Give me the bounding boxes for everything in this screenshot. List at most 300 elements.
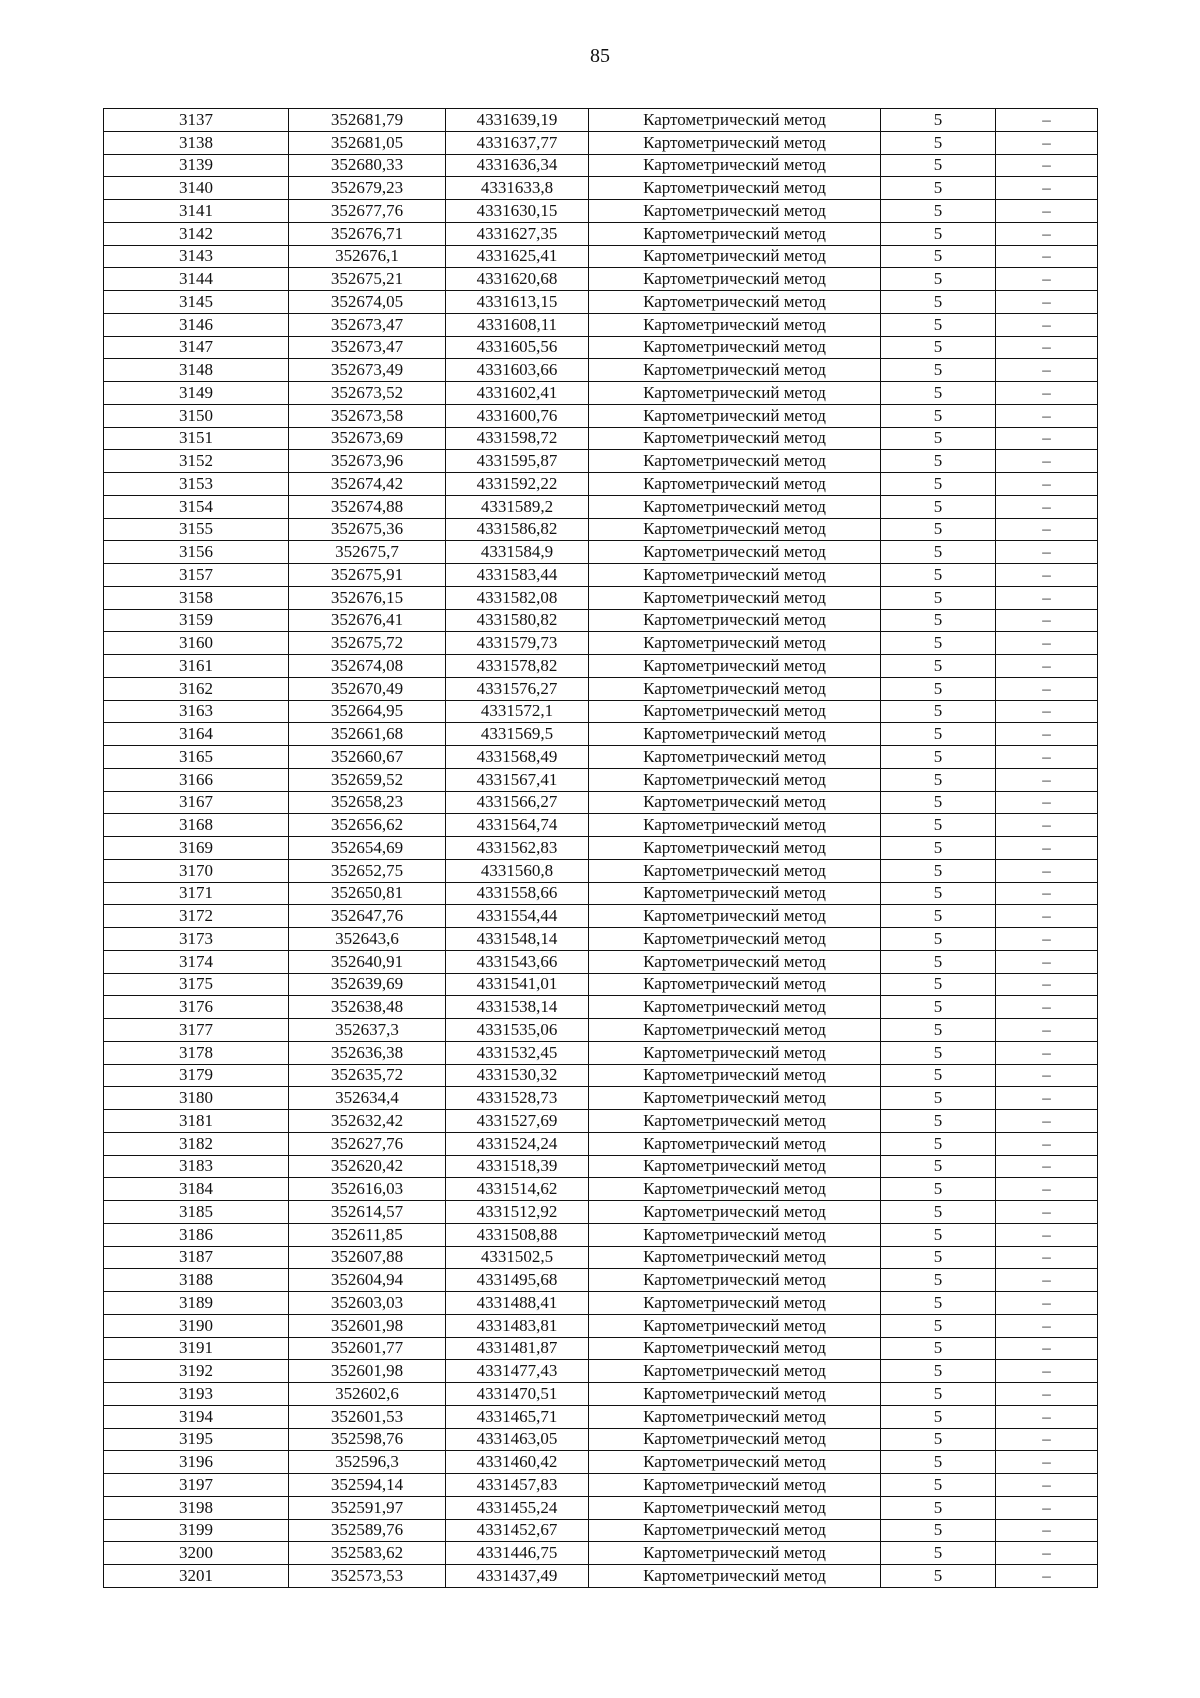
cell-method: Картометрический метод xyxy=(589,177,881,200)
cell-point-number: 3186 xyxy=(104,1223,289,1246)
cell-accuracy: 5 xyxy=(881,177,996,200)
cell-point-number: 3183 xyxy=(104,1155,289,1178)
table-row xyxy=(104,359,1098,382)
table-row xyxy=(104,245,1098,268)
table-row xyxy=(104,541,1098,564)
coordinates-table xyxy=(103,108,1098,1588)
cell-x-coordinate: 352640,91 xyxy=(289,950,446,973)
cell-y-coordinate: 4331584,9 xyxy=(446,541,589,564)
cell-accuracy: 5 xyxy=(881,1428,996,1451)
table-row xyxy=(104,564,1098,587)
cell-point-number: 3144 xyxy=(104,268,289,291)
cell-point-number: 3145 xyxy=(104,291,289,314)
table-row xyxy=(104,518,1098,541)
cell-y-coordinate: 4331567,41 xyxy=(446,768,589,791)
cell-point-number: 3187 xyxy=(104,1246,289,1269)
cell-accuracy: 5 xyxy=(881,700,996,723)
cell-note: – xyxy=(996,131,1098,154)
cell-method: Картометрический метод xyxy=(589,1496,881,1519)
cell-accuracy: 5 xyxy=(881,109,996,132)
cell-point-number: 3142 xyxy=(104,222,289,245)
table-row xyxy=(104,768,1098,791)
cell-note: – xyxy=(996,1428,1098,1451)
table-row xyxy=(104,450,1098,473)
cell-y-coordinate: 4331460,42 xyxy=(446,1451,589,1474)
cell-x-coordinate: 352603,03 xyxy=(289,1292,446,1315)
cell-y-coordinate: 4331605,56 xyxy=(446,336,589,359)
cell-method: Картометрический метод xyxy=(589,928,881,951)
table-row xyxy=(104,905,1098,928)
cell-method: Картометрический метод xyxy=(589,791,881,814)
cell-x-coordinate: 352573,53 xyxy=(289,1565,446,1588)
cell-accuracy: 5 xyxy=(881,291,996,314)
cell-y-coordinate: 4331568,49 xyxy=(446,746,589,769)
cell-note: – xyxy=(996,1223,1098,1246)
cell-note: – xyxy=(996,245,1098,268)
cell-accuracy: 5 xyxy=(881,928,996,951)
cell-y-coordinate: 4331543,66 xyxy=(446,950,589,973)
cell-x-coordinate: 352673,58 xyxy=(289,404,446,427)
cell-y-coordinate: 4331535,06 xyxy=(446,1019,589,1042)
cell-method: Картометрический метод xyxy=(589,700,881,723)
cell-point-number: 3195 xyxy=(104,1428,289,1451)
table-row xyxy=(104,268,1098,291)
cell-accuracy: 5 xyxy=(881,677,996,700)
table-row xyxy=(104,1337,1098,1360)
cell-note: – xyxy=(996,723,1098,746)
cell-method: Картометрический метод xyxy=(589,222,881,245)
cell-y-coordinate: 4331589,2 xyxy=(446,495,589,518)
cell-point-number: 3172 xyxy=(104,905,289,928)
cell-point-number: 3138 xyxy=(104,131,289,154)
cell-note: – xyxy=(996,404,1098,427)
cell-accuracy: 5 xyxy=(881,268,996,291)
cell-note: – xyxy=(996,427,1098,450)
cell-accuracy: 5 xyxy=(881,973,996,996)
cell-point-number: 3162 xyxy=(104,677,289,700)
cell-y-coordinate: 4331470,51 xyxy=(446,1383,589,1406)
cell-method: Картометрический метод xyxy=(589,245,881,268)
cell-method: Картометрический метод xyxy=(589,541,881,564)
cell-x-coordinate: 352681,79 xyxy=(289,109,446,132)
cell-accuracy: 5 xyxy=(881,905,996,928)
cell-x-coordinate: 352635,72 xyxy=(289,1064,446,1087)
table-row xyxy=(104,1542,1098,1565)
cell-accuracy: 5 xyxy=(881,632,996,655)
cell-x-coordinate: 352634,4 xyxy=(289,1087,446,1110)
cell-x-coordinate: 352614,57 xyxy=(289,1201,446,1224)
cell-note: – xyxy=(996,222,1098,245)
cell-method: Картометрический метод xyxy=(589,1314,881,1337)
cell-point-number: 3178 xyxy=(104,1041,289,1064)
cell-point-number: 3189 xyxy=(104,1292,289,1315)
cell-y-coordinate: 4331558,66 xyxy=(446,882,589,905)
cell-note: – xyxy=(996,1451,1098,1474)
cell-x-coordinate: 352674,88 xyxy=(289,495,446,518)
cell-note: – xyxy=(996,359,1098,382)
cell-x-coordinate: 352673,47 xyxy=(289,313,446,336)
cell-accuracy: 5 xyxy=(881,1246,996,1269)
cell-accuracy: 5 xyxy=(881,1474,996,1497)
cell-x-coordinate: 352620,42 xyxy=(289,1155,446,1178)
cell-x-coordinate: 352675,21 xyxy=(289,268,446,291)
cell-x-coordinate: 352607,88 xyxy=(289,1246,446,1269)
cell-point-number: 3158 xyxy=(104,586,289,609)
cell-accuracy: 5 xyxy=(881,541,996,564)
cell-point-number: 3148 xyxy=(104,359,289,382)
cell-note: – xyxy=(996,382,1098,405)
cell-note: – xyxy=(996,1542,1098,1565)
cell-accuracy: 5 xyxy=(881,404,996,427)
cell-method: Картометрический метод xyxy=(589,473,881,496)
cell-method: Картометрический метод xyxy=(589,1110,881,1133)
cell-point-number: 3168 xyxy=(104,814,289,837)
table-row xyxy=(104,1519,1098,1542)
cell-x-coordinate: 352639,69 xyxy=(289,973,446,996)
cell-accuracy: 5 xyxy=(881,473,996,496)
table-row xyxy=(104,427,1098,450)
cell-method: Картометрический метод xyxy=(589,950,881,973)
cell-y-coordinate: 4331548,14 xyxy=(446,928,589,951)
cell-accuracy: 5 xyxy=(881,518,996,541)
cell-y-coordinate: 4331514,62 xyxy=(446,1178,589,1201)
cell-note: – xyxy=(996,609,1098,632)
cell-point-number: 3152 xyxy=(104,450,289,473)
cell-point-number: 3201 xyxy=(104,1565,289,1588)
table-row xyxy=(104,1223,1098,1246)
cell-point-number: 3181 xyxy=(104,1110,289,1133)
cell-method: Картометрический метод xyxy=(589,1246,881,1269)
cell-accuracy: 5 xyxy=(881,950,996,973)
table-row xyxy=(104,109,1098,132)
cell-x-coordinate: 352647,76 xyxy=(289,905,446,928)
table-row xyxy=(104,950,1098,973)
cell-x-coordinate: 352601,53 xyxy=(289,1405,446,1428)
cell-x-coordinate: 352637,3 xyxy=(289,1019,446,1042)
cell-method: Картометрический метод xyxy=(589,359,881,382)
cell-point-number: 3149 xyxy=(104,382,289,405)
cell-y-coordinate: 4331541,01 xyxy=(446,973,589,996)
cell-accuracy: 5 xyxy=(881,1132,996,1155)
cell-point-number: 3188 xyxy=(104,1269,289,1292)
cell-point-number: 3166 xyxy=(104,768,289,791)
cell-accuracy: 5 xyxy=(881,723,996,746)
cell-y-coordinate: 4331592,22 xyxy=(446,473,589,496)
cell-accuracy: 5 xyxy=(881,1223,996,1246)
cell-x-coordinate: 352589,76 xyxy=(289,1519,446,1542)
cell-y-coordinate: 4331562,83 xyxy=(446,837,589,860)
cell-note: – xyxy=(996,1405,1098,1428)
cell-method: Картометрический метод xyxy=(589,450,881,473)
table-row xyxy=(104,1132,1098,1155)
cell-note: – xyxy=(996,882,1098,905)
cell-point-number: 3192 xyxy=(104,1360,289,1383)
cell-method: Картометрический метод xyxy=(589,1019,881,1042)
cell-point-number: 3165 xyxy=(104,746,289,769)
cell-point-number: 3139 xyxy=(104,154,289,177)
cell-accuracy: 5 xyxy=(881,427,996,450)
cell-point-number: 3137 xyxy=(104,109,289,132)
table-row xyxy=(104,473,1098,496)
cell-accuracy: 5 xyxy=(881,564,996,587)
cell-note: – xyxy=(996,768,1098,791)
cell-note: – xyxy=(996,950,1098,973)
cell-accuracy: 5 xyxy=(881,131,996,154)
cell-method: Картометрический метод xyxy=(589,859,881,882)
cell-x-coordinate: 352673,49 xyxy=(289,359,446,382)
cell-note: – xyxy=(996,1087,1098,1110)
cell-y-coordinate: 4331578,82 xyxy=(446,655,589,678)
cell-method: Картометрический метод xyxy=(589,1360,881,1383)
cell-method: Картометрический метод xyxy=(589,609,881,632)
cell-x-coordinate: 352601,98 xyxy=(289,1360,446,1383)
cell-note: – xyxy=(996,859,1098,882)
cell-method: Картометрический метод xyxy=(589,837,881,860)
cell-point-number: 3156 xyxy=(104,541,289,564)
table-row xyxy=(104,1087,1098,1110)
table-row xyxy=(104,1110,1098,1133)
cell-y-coordinate: 4331465,71 xyxy=(446,1405,589,1428)
cell-x-coordinate: 352643,6 xyxy=(289,928,446,951)
table-row xyxy=(104,336,1098,359)
cell-method: Картометрический метод xyxy=(589,1201,881,1224)
table-row xyxy=(104,859,1098,882)
cell-note: – xyxy=(996,291,1098,314)
cell-note: – xyxy=(996,586,1098,609)
cell-method: Картометрический метод xyxy=(589,291,881,314)
cell-note: – xyxy=(996,1041,1098,1064)
cell-point-number: 3194 xyxy=(104,1405,289,1428)
table-row xyxy=(104,291,1098,314)
cell-y-coordinate: 4331527,69 xyxy=(446,1110,589,1133)
cell-point-number: 3179 xyxy=(104,1064,289,1087)
cell-note: – xyxy=(996,905,1098,928)
table-row xyxy=(104,1451,1098,1474)
cell-note: – xyxy=(996,655,1098,678)
table-row xyxy=(104,791,1098,814)
cell-y-coordinate: 4331595,87 xyxy=(446,450,589,473)
cell-point-number: 3191 xyxy=(104,1337,289,1360)
table-row xyxy=(104,1178,1098,1201)
cell-accuracy: 5 xyxy=(881,996,996,1019)
cell-accuracy: 5 xyxy=(881,495,996,518)
cell-x-coordinate: 352658,23 xyxy=(289,791,446,814)
cell-x-coordinate: 352598,76 xyxy=(289,1428,446,1451)
cell-x-coordinate: 352675,91 xyxy=(289,564,446,587)
cell-y-coordinate: 4331495,68 xyxy=(446,1269,589,1292)
cell-method: Картометрический метод xyxy=(589,404,881,427)
cell-point-number: 3160 xyxy=(104,632,289,655)
cell-x-coordinate: 352675,36 xyxy=(289,518,446,541)
table-row xyxy=(104,495,1098,518)
cell-x-coordinate: 352676,1 xyxy=(289,245,446,268)
cell-point-number: 3199 xyxy=(104,1519,289,1542)
table-row xyxy=(104,404,1098,427)
cell-y-coordinate: 4331564,74 xyxy=(446,814,589,837)
cell-x-coordinate: 352638,48 xyxy=(289,996,446,1019)
cell-note: – xyxy=(996,1314,1098,1337)
cell-y-coordinate: 4331580,82 xyxy=(446,609,589,632)
cell-method: Картометрический метод xyxy=(589,1087,881,1110)
table-row xyxy=(104,1269,1098,1292)
cell-note: – xyxy=(996,973,1098,996)
cell-note: – xyxy=(996,1201,1098,1224)
cell-x-coordinate: 352674,05 xyxy=(289,291,446,314)
cell-method: Картометрический метод xyxy=(589,200,881,223)
cell-x-coordinate: 352676,41 xyxy=(289,609,446,632)
cell-note: – xyxy=(996,1110,1098,1133)
cell-x-coordinate: 352636,38 xyxy=(289,1041,446,1064)
cell-method: Картометрический метод xyxy=(589,495,881,518)
cell-y-coordinate: 4331477,43 xyxy=(446,1360,589,1383)
table-row xyxy=(104,313,1098,336)
cell-point-number: 3150 xyxy=(104,404,289,427)
cell-accuracy: 5 xyxy=(881,336,996,359)
cell-point-number: 3161 xyxy=(104,655,289,678)
cell-point-number: 3197 xyxy=(104,1474,289,1497)
cell-x-coordinate: 352673,47 xyxy=(289,336,446,359)
cell-x-coordinate: 352681,05 xyxy=(289,131,446,154)
cell-accuracy: 5 xyxy=(881,1451,996,1474)
cell-note: – xyxy=(996,1565,1098,1588)
cell-accuracy: 5 xyxy=(881,450,996,473)
cell-x-coordinate: 352616,03 xyxy=(289,1178,446,1201)
cell-y-coordinate: 4331538,14 xyxy=(446,996,589,1019)
cell-x-coordinate: 352664,95 xyxy=(289,700,446,723)
cell-accuracy: 5 xyxy=(881,1292,996,1315)
cell-method: Картометрический метод xyxy=(589,1269,881,1292)
cell-y-coordinate: 4331613,15 xyxy=(446,291,589,314)
table-row xyxy=(104,1041,1098,1064)
cell-point-number: 3175 xyxy=(104,973,289,996)
cell-method: Картометрический метод xyxy=(589,655,881,678)
cell-note: – xyxy=(996,154,1098,177)
cell-y-coordinate: 4331630,15 xyxy=(446,200,589,223)
cell-method: Картометрический метод xyxy=(589,882,881,905)
cell-accuracy: 5 xyxy=(881,222,996,245)
cell-point-number: 3143 xyxy=(104,245,289,268)
cell-note: – xyxy=(996,200,1098,223)
cell-point-number: 3164 xyxy=(104,723,289,746)
cell-accuracy: 5 xyxy=(881,1405,996,1428)
cell-x-coordinate: 352659,52 xyxy=(289,768,446,791)
cell-accuracy: 5 xyxy=(881,586,996,609)
cell-accuracy: 5 xyxy=(881,359,996,382)
table-row xyxy=(104,973,1098,996)
table-row xyxy=(104,1064,1098,1087)
cell-accuracy: 5 xyxy=(881,1565,996,1588)
cell-point-number: 3153 xyxy=(104,473,289,496)
cell-point-number: 3140 xyxy=(104,177,289,200)
table-row xyxy=(104,1019,1098,1042)
cell-note: – xyxy=(996,632,1098,655)
cell-method: Картометрический метод xyxy=(589,518,881,541)
cell-note: – xyxy=(996,473,1098,496)
cell-method: Картометрический метод xyxy=(589,1223,881,1246)
cell-y-coordinate: 4331463,05 xyxy=(446,1428,589,1451)
cell-accuracy: 5 xyxy=(881,1155,996,1178)
cell-x-coordinate: 352674,08 xyxy=(289,655,446,678)
cell-method: Картометрический метод xyxy=(589,109,881,132)
cell-note: – xyxy=(996,1019,1098,1042)
page-number: 85 xyxy=(590,45,610,67)
cell-note: – xyxy=(996,928,1098,951)
table-row xyxy=(104,382,1098,405)
cell-y-coordinate: 4331512,92 xyxy=(446,1201,589,1224)
cell-method: Картометрический метод xyxy=(589,632,881,655)
cell-point-number: 3151 xyxy=(104,427,289,450)
cell-y-coordinate: 4331530,32 xyxy=(446,1064,589,1087)
cell-x-coordinate: 352675,72 xyxy=(289,632,446,655)
table-row xyxy=(104,723,1098,746)
cell-x-coordinate: 352677,76 xyxy=(289,200,446,223)
cell-y-coordinate: 4331452,67 xyxy=(446,1519,589,1542)
cell-accuracy: 5 xyxy=(881,1314,996,1337)
cell-note: – xyxy=(996,996,1098,1019)
cell-point-number: 3174 xyxy=(104,950,289,973)
cell-method: Картометрический метод xyxy=(589,814,881,837)
cell-method: Картометрический метод xyxy=(589,154,881,177)
cell-note: – xyxy=(996,109,1098,132)
cell-x-coordinate: 352652,75 xyxy=(289,859,446,882)
cell-note: – xyxy=(996,564,1098,587)
cell-point-number: 3176 xyxy=(104,996,289,1019)
table-row xyxy=(104,700,1098,723)
cell-y-coordinate: 4331455,24 xyxy=(446,1496,589,1519)
cell-method: Картометрический метод xyxy=(589,1405,881,1428)
cell-accuracy: 5 xyxy=(881,1064,996,1087)
cell-accuracy: 5 xyxy=(881,1269,996,1292)
cell-accuracy: 5 xyxy=(881,814,996,837)
cell-y-coordinate: 4331502,5 xyxy=(446,1246,589,1269)
cell-method: Картометрический метод xyxy=(589,1383,881,1406)
cell-method: Картометрический метод xyxy=(589,1041,881,1064)
cell-note: – xyxy=(996,268,1098,291)
cell-y-coordinate: 4331608,11 xyxy=(446,313,589,336)
cell-point-number: 3154 xyxy=(104,495,289,518)
coordinates-table-body xyxy=(104,109,1098,1588)
cell-method: Картометрический метод xyxy=(589,1337,881,1360)
cell-point-number: 3159 xyxy=(104,609,289,632)
cell-method: Картометрический метод xyxy=(589,564,881,587)
cell-point-number: 3173 xyxy=(104,928,289,951)
cell-note: – xyxy=(996,1519,1098,1542)
table-row xyxy=(104,177,1098,200)
cell-method: Картометрический метод xyxy=(589,1064,881,1087)
cell-y-coordinate: 4331566,27 xyxy=(446,791,589,814)
table-row xyxy=(104,131,1098,154)
cell-method: Картометрический метод xyxy=(589,313,881,336)
cell-accuracy: 5 xyxy=(881,245,996,268)
cell-point-number: 3184 xyxy=(104,1178,289,1201)
table-row xyxy=(104,222,1098,245)
cell-x-coordinate: 352675,7 xyxy=(289,541,446,564)
cell-note: – xyxy=(996,1496,1098,1519)
cell-y-coordinate: 4331620,68 xyxy=(446,268,589,291)
cell-method: Картометрический метод xyxy=(589,131,881,154)
cell-method: Картометрический метод xyxy=(589,1292,881,1315)
cell-accuracy: 5 xyxy=(881,1019,996,1042)
cell-x-coordinate: 352650,81 xyxy=(289,882,446,905)
cell-accuracy: 5 xyxy=(881,1337,996,1360)
table-row xyxy=(104,1405,1098,1428)
cell-x-coordinate: 352670,49 xyxy=(289,677,446,700)
cell-y-coordinate: 4331579,73 xyxy=(446,632,589,655)
table-row xyxy=(104,882,1098,905)
cell-method: Картометрический метод xyxy=(589,723,881,746)
cell-note: – xyxy=(996,313,1098,336)
cell-point-number: 3196 xyxy=(104,1451,289,1474)
